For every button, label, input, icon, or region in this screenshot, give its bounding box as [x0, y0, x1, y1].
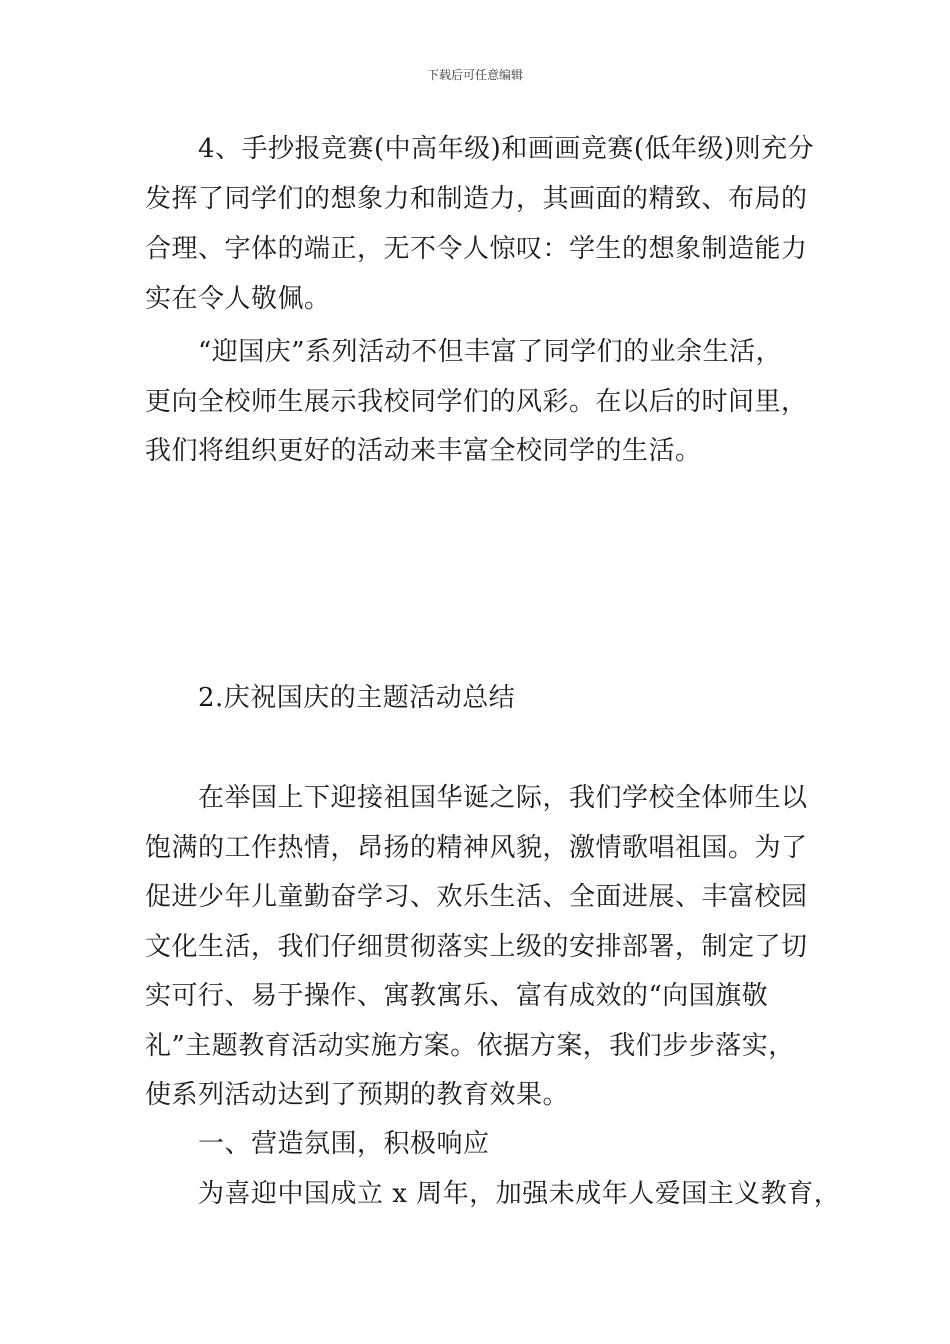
- text-line: 合理、字体的端正，无不令人惊叹：学生的想象制造能力: [145, 234, 808, 264]
- text-line: 实可行、易于操作、寓教寓乐、富有成效的“向国旗敬: [145, 981, 769, 1011]
- text-line: 促进少年儿童勤奋学习、欢乐生活、全面进展、丰富校园: [145, 882, 808, 912]
- text-line: 文化生活，我们仔细贯彻落实上级的安排部署，制定了切: [145, 932, 808, 962]
- text-line: 使系列活动达到了预期的教育效果。: [145, 1080, 570, 1110]
- text-line: 更向全校师生展示我校同学们的风彩。在以后的时间里，: [145, 387, 808, 417]
- subheading: 一、营造氛围，积极响应: [198, 1129, 490, 1159]
- text-line: “迎国庆”系列活动不但丰富了同学们的业余生活，: [198, 337, 783, 367]
- text-line: 发挥了同学们的想象力和制造力，其画面的精致、布局的: [145, 184, 808, 214]
- text-line: 礼”主题教育活动实施方案。依据方案，我们步步落实，: [145, 1031, 795, 1061]
- text-line: 为喜迎中国成立 x 周年，加强未成年人爱国主义教育，: [198, 1179, 841, 1209]
- text-line: 我们将组织更好的活动来丰富全校同学的生活。: [145, 436, 702, 466]
- text-line: 实在令人敬佩。: [145, 284, 331, 314]
- section-title: 2.庆祝国庆的主题活动总结: [198, 683, 516, 713]
- page-header-note: 下载后可任意编辑: [426, 68, 523, 82]
- text-line: 饱满的工作热情，昂扬的精神风貌，激情歌唱祖国。为了: [145, 833, 808, 863]
- text-line: 4、手抄报竞赛(中高年级)和画画竞赛(低年级)则充分: [198, 134, 815, 164]
- text-line: 在举国上下迎接祖国华诞之际，我们学校全体师生以: [198, 783, 808, 813]
